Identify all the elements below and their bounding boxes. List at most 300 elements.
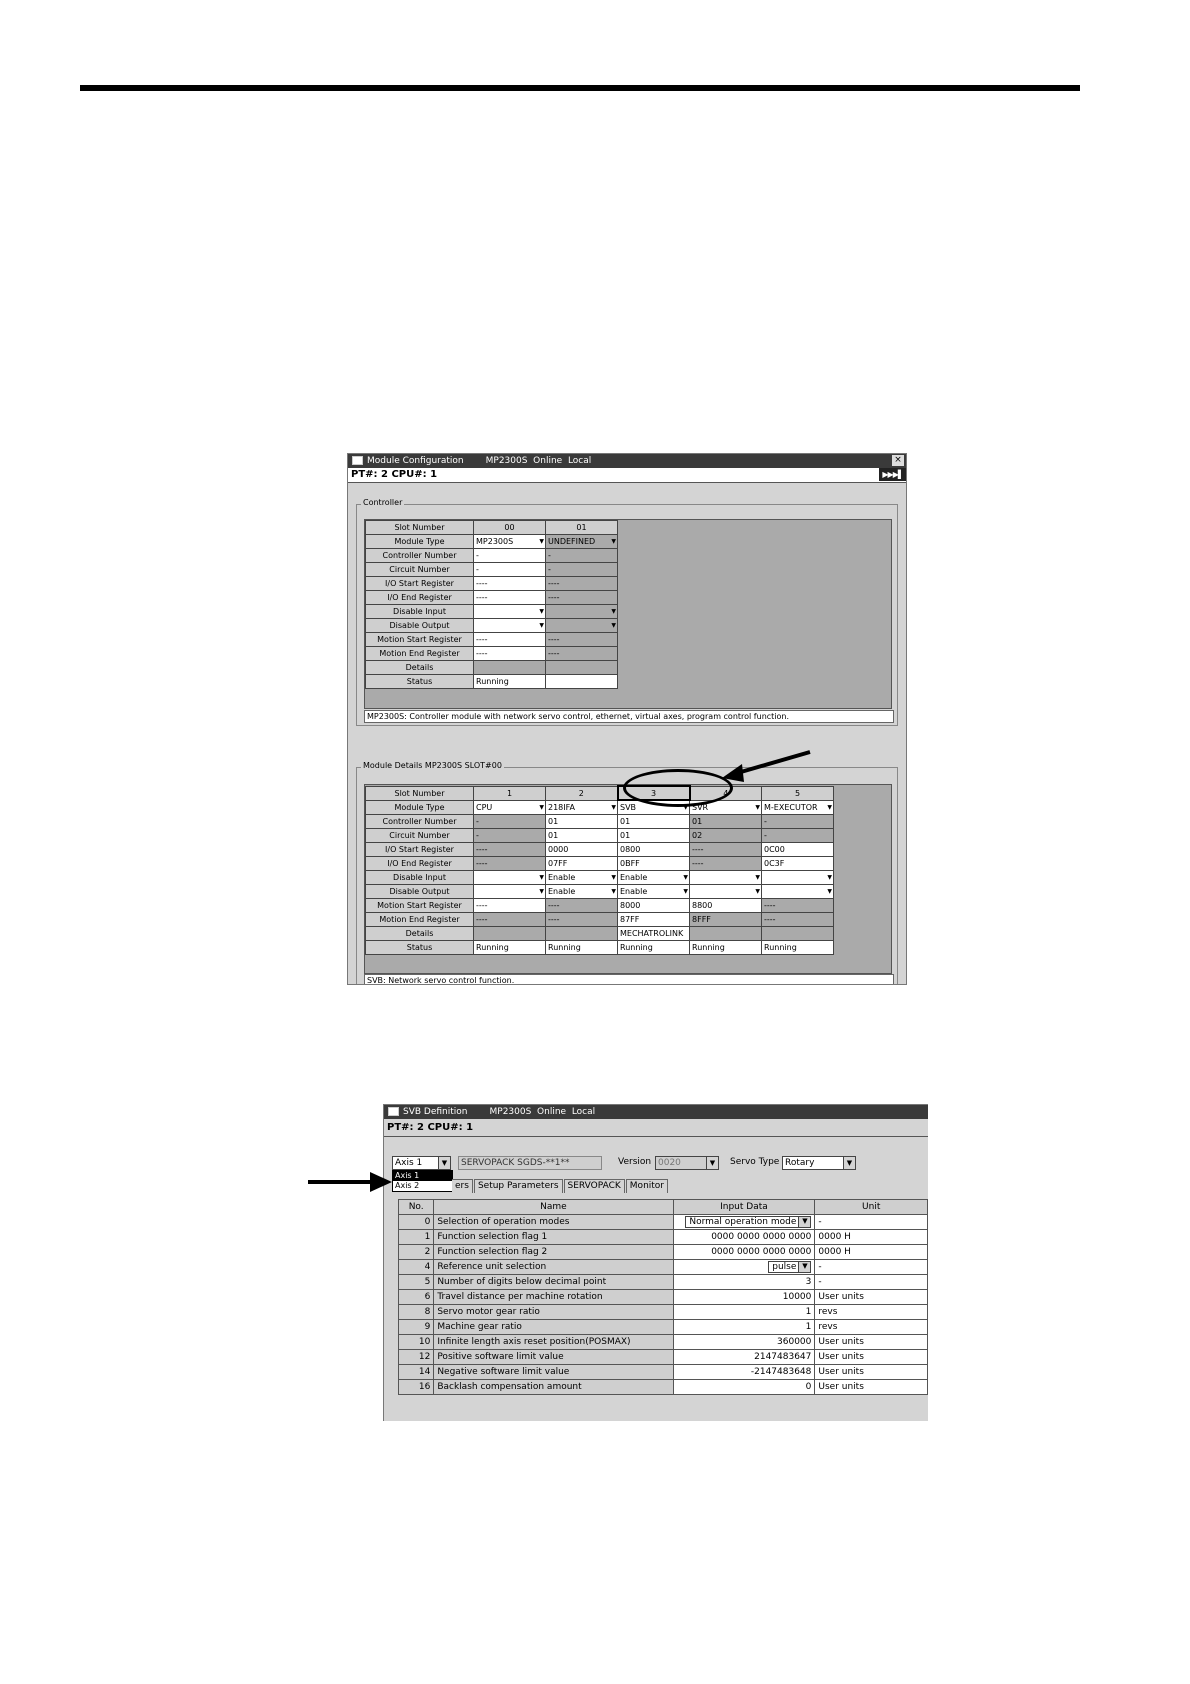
window-location: Local: [567, 456, 592, 466]
cell-value: ----: [476, 649, 488, 658]
param-input[interactable]: [673, 1290, 815, 1305]
cell-disable-input[interactable]: [474, 605, 546, 619]
grid-row-details: [366, 661, 618, 675]
param-unit: -: [815, 1275, 928, 1290]
module-details-label: Module Details MP2300S SLOT#00: [363, 761, 502, 770]
grid-row-module-type: [366, 535, 618, 549]
cell-value: Enable: [620, 886, 648, 896]
row-label: Slot Number: [366, 521, 474, 535]
grid-row-status: [366, 675, 618, 689]
row-label: Module Type: [366, 800, 474, 814]
row-label: Slot Number: [366, 786, 474, 800]
grid-row-motion-start: [366, 633, 618, 647]
chevron-down-icon[interactable]: ▼: [539, 887, 544, 895]
table-row: [399, 1260, 928, 1275]
row-label: Motion End Register: [366, 912, 474, 926]
row-label: I/O Start Register: [366, 577, 474, 591]
cell-value: 8800: [692, 900, 713, 910]
cell-disable-output[interactable]: [474, 619, 546, 633]
chevron-down-icon[interactable]: ▼: [611, 622, 616, 629]
servopack-value: SGDS-**1**: [517, 1158, 570, 1168]
cell-value: ----: [764, 914, 776, 924]
cell-slot: [546, 786, 618, 800]
cell-module-type[interactable]: [762, 800, 834, 814]
cell-io-end[interactable]: [762, 856, 834, 870]
chevron-down-icon[interactable]: ▼: [798, 1262, 810, 1272]
cell-disable-output[interactable]: [546, 884, 618, 898]
cell-controller-number[interactable]: [474, 814, 546, 828]
chevron-down-icon[interactable]: ▼: [827, 803, 832, 811]
param-unit: User units: [815, 1335, 928, 1350]
svb-titlebar: [384, 1105, 928, 1119]
cell-disable-input[interactable]: [762, 870, 834, 884]
version-value: 0020: [658, 1158, 681, 1168]
table-row: [399, 1320, 928, 1335]
cell-io-end[interactable]: [546, 591, 618, 605]
window-title: Module Configuration: [367, 456, 464, 466]
axis-dropdown-list: [392, 1170, 453, 1192]
cell-value: -: [548, 565, 551, 574]
param-input-value: 0: [805, 1382, 812, 1392]
cell-value: 8FFF: [692, 914, 711, 924]
module-configuration-window: [347, 453, 907, 985]
pt-cpu-label: PT#: 2 CPU#: 1: [351, 469, 438, 480]
param-no: 12: [399, 1350, 434, 1365]
cell-value: ----: [764, 900, 776, 910]
chevron-down-icon[interactable]: ▼: [611, 873, 616, 881]
param-input-value: 2147483647: [754, 1352, 812, 1362]
cell-value: ----: [476, 900, 488, 910]
grid-row-details: [366, 926, 834, 940]
cell-value: ----: [548, 649, 560, 658]
chevron-down-icon[interactable]: ▼: [755, 873, 760, 881]
cell-value: ----: [476, 844, 488, 854]
param-input-value: 0000 0000 0000 0000: [711, 1232, 812, 1242]
cell-module-type[interactable]: [546, 800, 618, 814]
cell-value: 4: [723, 788, 729, 798]
param-no: 1: [399, 1230, 434, 1245]
grid-row-io-start: [366, 842, 834, 856]
cell-value: ----: [476, 579, 488, 588]
row-label: Motion Start Register: [366, 633, 474, 647]
chevron-down-icon[interactable]: ▼: [611, 608, 616, 615]
table-row: [399, 1305, 928, 1320]
row-label: I/O End Register: [366, 856, 474, 870]
svb-tabs: [452, 1179, 669, 1193]
param-unit: -: [815, 1260, 928, 1275]
cell-details[interactable]: [762, 926, 834, 940]
param-input-value: Normal operation mode: [689, 1217, 797, 1227]
cell-disable-output[interactable]: [546, 619, 618, 633]
cell-disable-input[interactable]: [690, 870, 762, 884]
cell-details[interactable]: [474, 661, 546, 675]
module-config-titlebar: [348, 454, 906, 468]
param-unit: 0000 H: [815, 1245, 928, 1260]
param-input[interactable]: [673, 1320, 815, 1335]
chevron-down-icon[interactable]: ▼: [611, 887, 616, 895]
param-input-value: 0000 0000 0000 0000: [711, 1247, 812, 1257]
param-input[interactable]: [673, 1215, 815, 1230]
param-input[interactable]: [673, 1275, 815, 1290]
cell-disable-input[interactable]: [618, 870, 690, 884]
param-unit: -: [815, 1215, 928, 1230]
cell-value: Enable: [620, 872, 648, 882]
cell-value: 01: [692, 816, 703, 826]
cell-slot: [474, 521, 546, 535]
cell-value: CPU: [476, 802, 493, 812]
table-row: [399, 1380, 928, 1395]
cell-value: UNDEFINED: [548, 537, 596, 546]
axis-option-2[interactable]: Axis 2: [395, 1181, 420, 1190]
cell-module-type[interactable]: [474, 800, 546, 814]
cell-value: 0000: [548, 844, 569, 854]
cell-io-start[interactable]: [474, 577, 546, 591]
cell-value: 2: [578, 788, 584, 798]
param-input[interactable]: [673, 1335, 815, 1350]
tab-setup-parameters[interactable]: Setup Parameters: [474, 1179, 563, 1193]
param-name: Negative software limit value: [434, 1365, 673, 1380]
cell-value: Enable: [548, 872, 576, 882]
chevron-down-icon[interactable]: ▼: [611, 803, 616, 811]
chevron-down-icon[interactable]: ▼: [539, 622, 544, 629]
cell-value: 0BFF: [620, 858, 640, 868]
cell-controller-number[interactable]: [690, 814, 762, 828]
row-label: Motion Start Register: [366, 898, 474, 912]
grid-row-io-end: [366, 856, 834, 870]
cell-io-start[interactable]: [474, 842, 546, 856]
row-label: Status: [366, 675, 474, 689]
controller-grid: [364, 519, 892, 709]
window-icon: [352, 456, 363, 465]
grid-row-controller-number: [366, 549, 618, 563]
param-input-value: 360000: [777, 1337, 812, 1347]
svb-parameter-table: [398, 1199, 928, 1395]
cell-disable-output[interactable]: [690, 884, 762, 898]
cell-value: ----: [548, 900, 560, 910]
servopack-label: SERVOPACK: [461, 1158, 515, 1168]
chevron-down-icon[interactable]: ▼: [827, 873, 832, 881]
cell-controller-number[interactable]: [618, 814, 690, 828]
cell-controller-number[interactable]: [474, 549, 546, 563]
chevron-down-icon[interactable]: ▼: [539, 538, 544, 545]
cell-motion-start[interactable]: [474, 898, 546, 912]
svb-window-title: SVB Definition: [403, 1107, 468, 1117]
cell-io-start[interactable]: [690, 842, 762, 856]
chevron-down-icon[interactable]: ▼: [539, 803, 544, 811]
param-input-select[interactable]: [768, 1261, 811, 1273]
cell-value: ----: [476, 593, 488, 602]
cell-value: ----: [692, 844, 704, 854]
param-input[interactable]: [673, 1350, 815, 1365]
svb-definition-window: [383, 1104, 928, 1421]
cell-value: Running: [692, 942, 725, 952]
param-unit: revs: [815, 1305, 928, 1320]
cell-motion-end[interactable]: [546, 647, 618, 661]
row-label: Details: [366, 661, 474, 675]
cell-value: -: [476, 816, 479, 826]
cell-details[interactable]: [690, 926, 762, 940]
chevron-down-icon[interactable]: ▼: [843, 1157, 855, 1169]
cell-value: Running: [476, 942, 509, 952]
param-name: Selection of operation modes: [434, 1215, 673, 1230]
cell-value: 01: [620, 830, 631, 840]
param-name: Reference unit selection: [434, 1260, 673, 1275]
row-label: Controller Number: [366, 549, 474, 563]
cell-circuit-number[interactable]: [546, 563, 618, 577]
cell-value: MECHATROLINK: [620, 928, 684, 938]
row-label: Status: [366, 940, 474, 954]
row-label: Motion End Register: [366, 647, 474, 661]
cell-details[interactable]: [546, 926, 618, 940]
param-input-value: 3: [805, 1277, 812, 1287]
cell-controller-number[interactable]: [546, 549, 618, 563]
servo-type-select[interactable]: [782, 1156, 856, 1170]
cell-status: [546, 940, 618, 954]
chevron-down-icon[interactable]: ▼: [611, 538, 616, 545]
axis-option-1[interactable]: Axis 1: [393, 1171, 452, 1181]
cell-value: -: [764, 816, 767, 826]
param-input[interactable]: [673, 1260, 815, 1275]
param-no: 14: [399, 1365, 434, 1380]
cell-slot: [546, 521, 618, 535]
chevron-down-icon[interactable]: ▼: [755, 803, 760, 811]
cell-value: -: [764, 830, 767, 840]
param-input[interactable]: [673, 1245, 815, 1260]
cell-motion-end[interactable]: [690, 912, 762, 926]
window-icon: [388, 1107, 399, 1116]
row-label: Disable Output: [366, 619, 474, 633]
param-input-value: -2147483648: [750, 1367, 812, 1377]
cell-io-end[interactable]: [618, 856, 690, 870]
cell-value: 01: [576, 523, 587, 532]
cell-disable-output[interactable]: [618, 884, 690, 898]
cell-status: [618, 940, 690, 954]
param-input[interactable]: [673, 1365, 815, 1380]
row-label: Module Type: [366, 535, 474, 549]
param-name: Travel distance per machine rotation: [434, 1290, 673, 1305]
cell-value: -: [476, 551, 479, 560]
cell-value: ----: [476, 635, 488, 644]
cell-io-end[interactable]: [474, 856, 546, 870]
servo-type-label: Servo Type: [730, 1157, 780, 1167]
param-unit: User units: [815, 1380, 928, 1395]
cell-value: M-EXECUTOR: [764, 802, 818, 812]
highlight-oval: [623, 769, 733, 807]
close-icon[interactable]: ×: [892, 455, 904, 466]
cell-value: 87FF: [620, 914, 640, 924]
param-name: Backlash compensation amount: [434, 1380, 673, 1395]
cell-motion-end[interactable]: [618, 912, 690, 926]
chevron-down-icon[interactable]: ▼: [798, 1217, 810, 1227]
param-input-value: 10000: [782, 1292, 812, 1302]
servopack-field: [458, 1156, 602, 1170]
axis-select-value: Axis 1: [395, 1158, 423, 1168]
cell-value: SVR: [692, 802, 709, 812]
cell-value: -: [476, 830, 479, 840]
annotation-arrow-icon: [720, 750, 820, 790]
grid-row-motion-start: [366, 898, 834, 912]
cell-disable-input[interactable]: [546, 870, 618, 884]
grid-row-module-type: [366, 800, 834, 814]
param-name: Machine gear ratio: [434, 1320, 673, 1335]
chevron-down-icon[interactable]: ▼: [539, 873, 544, 881]
col-header-name: Name: [434, 1200, 673, 1215]
cell-circuit-number[interactable]: [762, 828, 834, 842]
table-row: [399, 1245, 928, 1260]
cell-circuit-number[interactable]: [474, 828, 546, 842]
cell-io-start[interactable]: [762, 842, 834, 856]
row-label: Circuit Number: [366, 563, 474, 577]
grid-row-circuit-number: [366, 828, 834, 842]
param-no: 8: [399, 1305, 434, 1320]
chevron-down-icon[interactable]: ▼: [438, 1157, 450, 1169]
cell-circuit-number[interactable]: [474, 563, 546, 577]
param-input-select[interactable]: [685, 1216, 811, 1228]
param-unit: revs: [815, 1320, 928, 1335]
chevron-down-icon[interactable]: ▼: [827, 887, 832, 895]
cell-controller-number[interactable]: [762, 814, 834, 828]
axis-select[interactable]: [392, 1156, 451, 1170]
cell-disable-input[interactable]: [546, 605, 618, 619]
param-input[interactable]: [673, 1305, 815, 1320]
cell-io-start[interactable]: [546, 842, 618, 856]
param-no: 2: [399, 1245, 434, 1260]
cell-motion-start[interactable]: [618, 898, 690, 912]
module-details-table: [365, 785, 834, 955]
servo-type-value: Rotary: [785, 1158, 815, 1168]
cell-details[interactable]: [474, 926, 546, 940]
grid-row-disable-input: [366, 605, 618, 619]
param-input[interactable]: [673, 1230, 815, 1245]
table-row: [399, 1230, 928, 1245]
cell-slot: [474, 786, 546, 800]
chevron-down-icon[interactable]: ▼: [683, 804, 688, 811]
cell-value: ----: [548, 593, 560, 602]
param-no: 6: [399, 1290, 434, 1305]
cell-circuit-number[interactable]: [690, 828, 762, 842]
cell-value: -: [476, 565, 479, 574]
cell-motion-start[interactable]: [546, 633, 618, 647]
param-name: Servo motor gear ratio: [434, 1305, 673, 1320]
cell-disable-input[interactable]: [474, 870, 546, 884]
cell-value: 0C00: [764, 844, 785, 854]
row-label: Disable Input: [366, 605, 474, 619]
chevron-down-icon[interactable]: ▼: [755, 887, 760, 895]
pt-cpu-bar: [348, 468, 906, 483]
row-label: Details: [366, 926, 474, 940]
cell-motion-start[interactable]: [762, 898, 834, 912]
cell-value: ----: [476, 914, 488, 924]
cell-value: ----: [548, 914, 560, 924]
grid-row-slot: [366, 521, 618, 535]
row-label: Controller Number: [366, 814, 474, 828]
cell-motion-start[interactable]: [546, 898, 618, 912]
grid-row-motion-end: [366, 647, 618, 661]
cell-value: SVB: [620, 802, 637, 812]
table-row: [399, 1275, 928, 1290]
cell-status: [474, 675, 546, 689]
cell-details[interactable]: [618, 926, 690, 940]
cell-value: -: [548, 551, 551, 560]
param-input-value: 1: [805, 1322, 812, 1332]
cell-io-start[interactable]: [546, 577, 618, 591]
version-select: [655, 1156, 719, 1170]
cell-details[interactable]: [546, 661, 618, 675]
cell-value: ----: [548, 579, 560, 588]
cell-circuit-number[interactable]: [546, 828, 618, 842]
cell-disable-output[interactable]: [762, 884, 834, 898]
cell-motion-start[interactable]: [474, 633, 546, 647]
cell-io-end[interactable]: [690, 856, 762, 870]
param-no: 9: [399, 1320, 434, 1335]
play-icon[interactable]: ▶▶▶▌: [879, 468, 906, 481]
param-name: Function selection flag 2: [434, 1245, 673, 1260]
param-name: Positive software limit value: [434, 1350, 673, 1365]
cell-motion-end[interactable]: [474, 912, 546, 926]
param-name: Infinite length axis reset position(POSMAX): [434, 1335, 673, 1350]
cell-value: 3: [650, 788, 657, 798]
cell-status: [546, 675, 618, 689]
grid-row-controller-number: [366, 814, 834, 828]
chevron-down-icon: ▼: [706, 1157, 718, 1169]
param-no: 16: [399, 1380, 434, 1395]
chevron-down-icon[interactable]: ▼: [539, 608, 544, 615]
cell-disable-output[interactable]: [474, 884, 546, 898]
cell-value: MP2300S: [476, 537, 514, 546]
cell-io-end[interactable]: [474, 591, 546, 605]
cell-motion-start[interactable]: [690, 898, 762, 912]
tab-monitor[interactable]: Monitor: [626, 1179, 668, 1193]
cell-value: 0C3F: [764, 858, 785, 868]
grid-row-circuit-number: [366, 563, 618, 577]
cell-value: Running: [764, 942, 797, 952]
tab-fixed-parameters[interactable]: ers: [452, 1179, 473, 1193]
module-details-description: SVB: Network servo control function.: [364, 974, 894, 985]
cell-motion-end[interactable]: [546, 912, 618, 926]
tab-servopack[interactable]: SERVOPACK: [564, 1179, 625, 1193]
cell-value: 01: [548, 816, 559, 826]
cell-value: 218IFA: [548, 802, 575, 812]
cell-motion-end[interactable]: [762, 912, 834, 926]
cell-value: 00: [504, 523, 515, 532]
page-header-rule: [80, 85, 1080, 91]
param-unit: 0000 H: [815, 1230, 928, 1245]
chevron-down-icon[interactable]: ▼: [683, 873, 688, 881]
param-no: 10: [399, 1335, 434, 1350]
grid-row-motion-end: [366, 912, 834, 926]
svb-pt-cpu-bar: [384, 1119, 928, 1137]
cell-io-end[interactable]: [546, 856, 618, 870]
window-model: MP2300S: [485, 456, 528, 466]
cell-io-start[interactable]: [618, 842, 690, 856]
cell-module-type[interactable]: [474, 535, 546, 549]
col-header-no: No.: [399, 1200, 434, 1215]
grid-row-disable-output: [366, 884, 834, 898]
cell-motion-end[interactable]: [474, 647, 546, 661]
cell-controller-number[interactable]: [546, 814, 618, 828]
chevron-down-icon[interactable]: ▼: [683, 887, 688, 895]
param-input[interactable]: [673, 1380, 815, 1395]
grid-row-disable-input: [366, 870, 834, 884]
cell-module-type[interactable]: [546, 535, 618, 549]
param-no: 0: [399, 1215, 434, 1230]
grid-row-io-end: [366, 591, 618, 605]
table-row: [399, 1365, 928, 1380]
cell-value: 07FF: [548, 858, 568, 868]
annotation-arrow-icon: [308, 1170, 393, 1194]
cell-circuit-number[interactable]: [618, 828, 690, 842]
cell-status: [474, 940, 546, 954]
